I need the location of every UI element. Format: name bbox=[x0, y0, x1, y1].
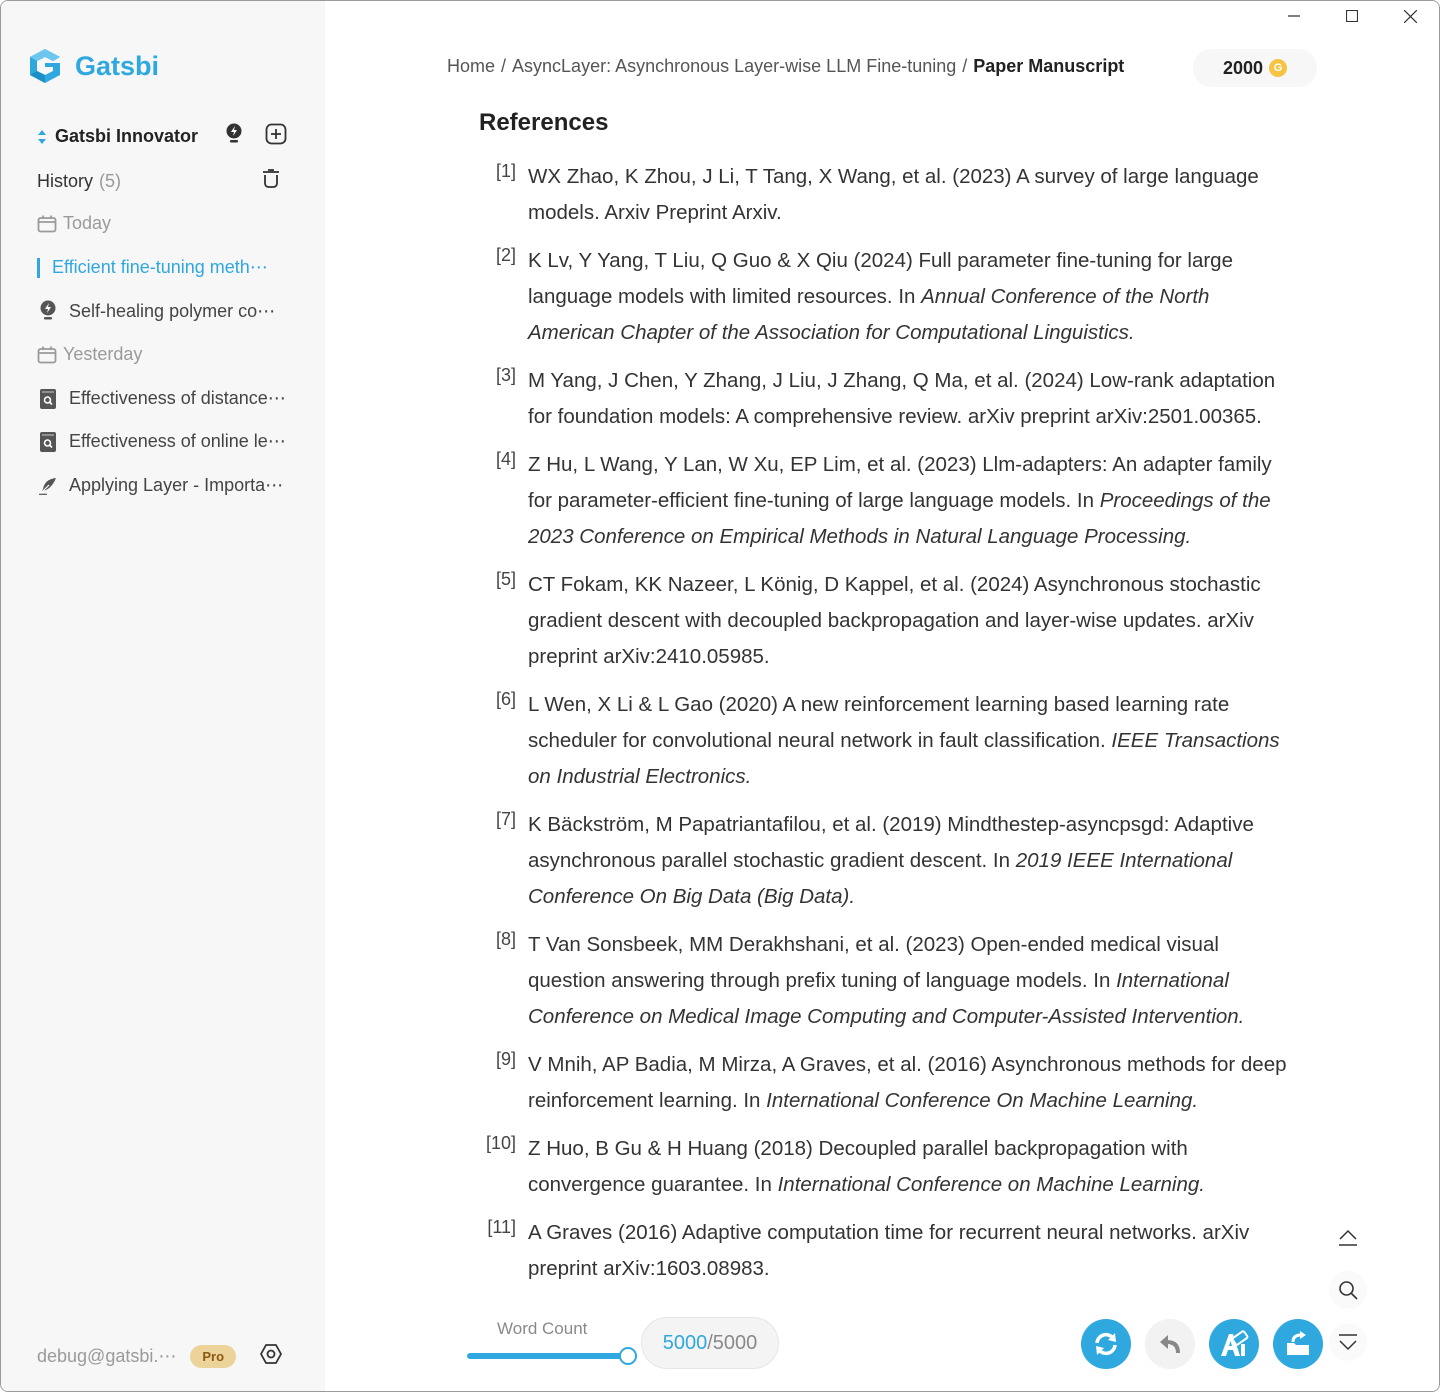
reference-list bbox=[479, 159, 1299, 1287]
reference-citation: V Mnih, AP Badia, M Mirza, A Graves, et al. (2016) Asynchronous methods for deep reinforcement learning. In bbox=[528, 1053, 1287, 1112]
lightbulb-button[interactable] bbox=[225, 123, 243, 150]
account-bar bbox=[37, 1343, 297, 1370]
reference-text bbox=[528, 447, 1293, 555]
word-count-slider-thumb[interactable] bbox=[619, 1347, 637, 1365]
reference-item bbox=[479, 1215, 1299, 1287]
calendar-icon bbox=[37, 215, 57, 233]
brand-logo[interactable] bbox=[27, 47, 159, 85]
credits-badge[interactable] bbox=[1193, 49, 1317, 87]
reference-number: [8] bbox=[495, 929, 516, 949]
workspace-name: Gatsbi Innovator bbox=[55, 126, 199, 146]
workspace-switcher[interactable] bbox=[37, 123, 287, 150]
settings-button[interactable] bbox=[260, 1343, 282, 1370]
reference-venue: Annual Conference of the North American Chapter of the Association for Computational Linguistics. bbox=[528, 285, 1210, 344]
reference-item bbox=[479, 243, 1299, 351]
scroll-top-icon bbox=[1338, 1229, 1358, 1247]
reference-text bbox=[528, 243, 1293, 351]
folder-export-icon bbox=[1284, 1331, 1312, 1357]
reference-number: [7] bbox=[495, 809, 516, 829]
history-label: History bbox=[37, 171, 94, 191]
reference-text bbox=[528, 687, 1293, 795]
regenerate-button[interactable] bbox=[1081, 1319, 1131, 1369]
brand-name: Gatsbi bbox=[75, 50, 160, 81]
reference-number: [10] bbox=[485, 1133, 516, 1153]
reference-number: [5] bbox=[495, 569, 516, 589]
references-section bbox=[479, 109, 1299, 1299]
coin-icon: G bbox=[1269, 59, 1287, 77]
sidebar bbox=[1, 1, 325, 1392]
history-item-label: Applying Layer - Importa⋯ bbox=[69, 475, 284, 495]
breadcrumb-project[interactable]: AsyncLayer: Asynchronous Layer-wise LLM Fine-tuning bbox=[512, 56, 957, 76]
history-item-label: Efficient fine-tuning meth⋯ bbox=[52, 257, 268, 277]
reference-item bbox=[479, 807, 1299, 915]
scroll-bottom-button[interactable] bbox=[1329, 1323, 1367, 1361]
reference-text bbox=[528, 159, 1293, 231]
history-item-efficient-fine-tuning[interactable] bbox=[37, 257, 289, 278]
document-search-icon bbox=[40, 389, 56, 409]
reference-text bbox=[528, 363, 1293, 435]
reference-item bbox=[479, 567, 1299, 675]
breadcrumb-current: Paper Manuscript bbox=[973, 56, 1125, 76]
reference-item bbox=[479, 1047, 1299, 1119]
action-buttons bbox=[1081, 1319, 1323, 1369]
history-item-effectiveness-online[interactable] bbox=[37, 431, 289, 452]
reference-number: [11] bbox=[487, 1217, 516, 1237]
reference-item bbox=[479, 159, 1299, 231]
reference-item bbox=[479, 447, 1299, 555]
feather-icon bbox=[39, 477, 57, 495]
reference-number: [3] bbox=[495, 365, 516, 385]
word-count-slider-track[interactable] bbox=[467, 1353, 629, 1359]
breadcrumb-separator: / bbox=[962, 56, 968, 76]
word-count-max: /5000 bbox=[707, 1331, 758, 1354]
reference-venue: International Conference on Medical Image Computing and Computer-Assisted Intervention. bbox=[528, 969, 1245, 1028]
group-label-text: Today bbox=[63, 213, 112, 233]
reference-venue: International Conference on Machine Learning. bbox=[777, 1173, 1205, 1196]
main-panel bbox=[325, 1, 1439, 1392]
reference-text bbox=[528, 1047, 1293, 1119]
reference-venue: International Conference On Machine Learning. bbox=[766, 1089, 1199, 1112]
reference-item bbox=[479, 927, 1299, 1035]
search-button[interactable] bbox=[1329, 1271, 1367, 1309]
group-label-yesterday bbox=[37, 344, 142, 365]
ai-eraser-icon bbox=[1219, 1330, 1249, 1358]
window-controls bbox=[1265, 1, 1439, 31]
references-title: References bbox=[479, 109, 609, 136]
reference-number: [6] bbox=[495, 689, 516, 709]
credits-value: 2000 bbox=[1222, 57, 1264, 78]
reference-number: [1] bbox=[495, 161, 516, 181]
new-chat-button[interactable] bbox=[265, 123, 287, 150]
account-email[interactable]: debug@gatsbi.⋯ bbox=[37, 1346, 177, 1366]
settings-icon bbox=[260, 1343, 282, 1365]
sort-arrows-icon bbox=[37, 129, 47, 145]
reference-venue: 2019 IEEE International Conference On Big Data (Big Data). bbox=[528, 849, 1233, 908]
word-count-label: Word Count bbox=[497, 1319, 588, 1338]
reference-citation: K Lv, Y Yang, T Liu, Q Guo & X Qiu (2024) Full parameter fine-tuning for large language models with limited resources. In bbox=[528, 249, 1233, 308]
breadcrumb-home[interactable]: Home bbox=[447, 56, 496, 76]
active-indicator bbox=[37, 258, 40, 278]
document-search-icon bbox=[40, 432, 56, 452]
reference-item bbox=[479, 687, 1299, 795]
reference-number: [2] bbox=[495, 245, 516, 265]
reference-item bbox=[479, 1131, 1299, 1203]
gatsbi-logo-icon bbox=[27, 47, 63, 85]
scroll-top-button[interactable] bbox=[1329, 1219, 1367, 1257]
lightbulb-icon bbox=[225, 123, 243, 145]
reference-citation: K Bäckström, M Papatriantafilou, et al. (2019) Mindthestep-asyncpsgd: Adaptive asynchronous parallel stochastic gradient descent. In bbox=[528, 813, 1254, 872]
plan-badge: Pro bbox=[190, 1345, 236, 1368]
side-toolbar bbox=[1329, 1219, 1367, 1361]
group-label-today bbox=[37, 213, 111, 234]
reference-number: [4] bbox=[495, 449, 516, 469]
calendar-icon bbox=[37, 346, 57, 364]
clear-history-button[interactable] bbox=[261, 169, 281, 194]
reference-text bbox=[528, 1215, 1293, 1287]
ai-edit-button[interactable] bbox=[1209, 1319, 1259, 1369]
scroll-bottom-icon bbox=[1338, 1333, 1358, 1351]
history-item-applying-layer[interactable] bbox=[37, 475, 289, 496]
word-count-current: 5000 bbox=[662, 1331, 708, 1354]
reference-venue: IEEE Transactions on Industrial Electronics. bbox=[528, 729, 1280, 788]
reference-citation: Z Hu, L Wang, Y Lan, W Xu, EP Lim, et al. (2023) Llm-adapters: An adapter family for parameter-efficient fine-tuning of large language models. In bbox=[528, 453, 1272, 512]
undo-icon bbox=[1158, 1333, 1182, 1355]
reference-citation: A Graves (2016) Adaptive computation time for recurrent neural networks. arXiv preprint arXiv:1603.08983. bbox=[528, 1221, 1250, 1280]
reference-citation: L Wen, X Li & L Gao (2020) A new reinforcement learning based learning rate scheduler for convolutional neural network in fault classification. bbox=[528, 693, 1230, 752]
close-button[interactable] bbox=[1381, 1, 1439, 31]
reference-text bbox=[528, 927, 1293, 1035]
breadcrumb bbox=[447, 56, 1124, 77]
export-button[interactable] bbox=[1273, 1319, 1323, 1369]
trash-icon bbox=[261, 169, 281, 189]
search-icon bbox=[1338, 1280, 1358, 1300]
reference-text bbox=[528, 807, 1293, 915]
history-item-label: Effectiveness of distance⋯ bbox=[69, 388, 286, 408]
minimize-button[interactable] bbox=[1265, 1, 1323, 31]
undo-button[interactable] bbox=[1145, 1319, 1195, 1369]
reference-citation: WX Zhao, K Zhou, J Li, T Tang, X Wang, et al. (2023) A survey of large language models. Arxiv Preprint Arxiv. bbox=[528, 165, 1259, 224]
maximize-button[interactable] bbox=[1323, 1, 1381, 31]
reference-text bbox=[528, 567, 1293, 675]
history-item-self-healing-polymer[interactable] bbox=[37, 300, 289, 322]
refresh-icon bbox=[1093, 1331, 1119, 1357]
close-icon bbox=[1404, 10, 1417, 23]
reference-citation: T Van Sonsbeek, MM Derakhshani, et al. (2023) Open-ended medical visual question answering through prefix tuning of language models. In bbox=[528, 933, 1219, 992]
plus-square-icon bbox=[265, 123, 287, 145]
reference-venue: Proceedings of the 2023 Conference on Empirical Methods in Natural Language Processing. bbox=[528, 489, 1271, 548]
group-label-text: Yesterday bbox=[63, 344, 143, 364]
reference-citation: CT Fokam, KK Nazeer, L König, D Kappel, et al. (2024) Asynchronous stochastic gradient descent with decoupled backpropagation and layer-wise updates. arXiv preprint arXiv:2410.05985. bbox=[528, 573, 1261, 668]
history-item-label: Effectiveness of online le⋯ bbox=[69, 431, 286, 451]
word-count-display[interactable] bbox=[641, 1317, 779, 1369]
history-header bbox=[37, 169, 287, 194]
reference-text bbox=[528, 1131, 1293, 1203]
breadcrumb-separator: / bbox=[501, 56, 507, 76]
reference-citation: M Yang, J Chen, Y Zhang, J Liu, J Zhang, Q Ma, et al. (2024) Low-rank adaptation for foundation models: A comprehensive review. arXiv preprint arXiv:2501.00365. bbox=[528, 369, 1276, 428]
reference-number: [9] bbox=[495, 1049, 516, 1069]
maximize-icon bbox=[1346, 10, 1358, 22]
minimize-icon bbox=[1288, 10, 1300, 22]
history-item-label: Self-healing polymer co⋯ bbox=[69, 300, 276, 321]
history-item-effectiveness-distance[interactable] bbox=[37, 388, 289, 409]
lightbulb-icon bbox=[39, 300, 57, 322]
reference-citation: Z Huo, B Gu & H Huang (2018) Decoupled parallel backpropagation with convergence guarantee. In bbox=[528, 1137, 1188, 1196]
history-count: (5) bbox=[99, 171, 122, 191]
reference-item bbox=[479, 363, 1299, 435]
